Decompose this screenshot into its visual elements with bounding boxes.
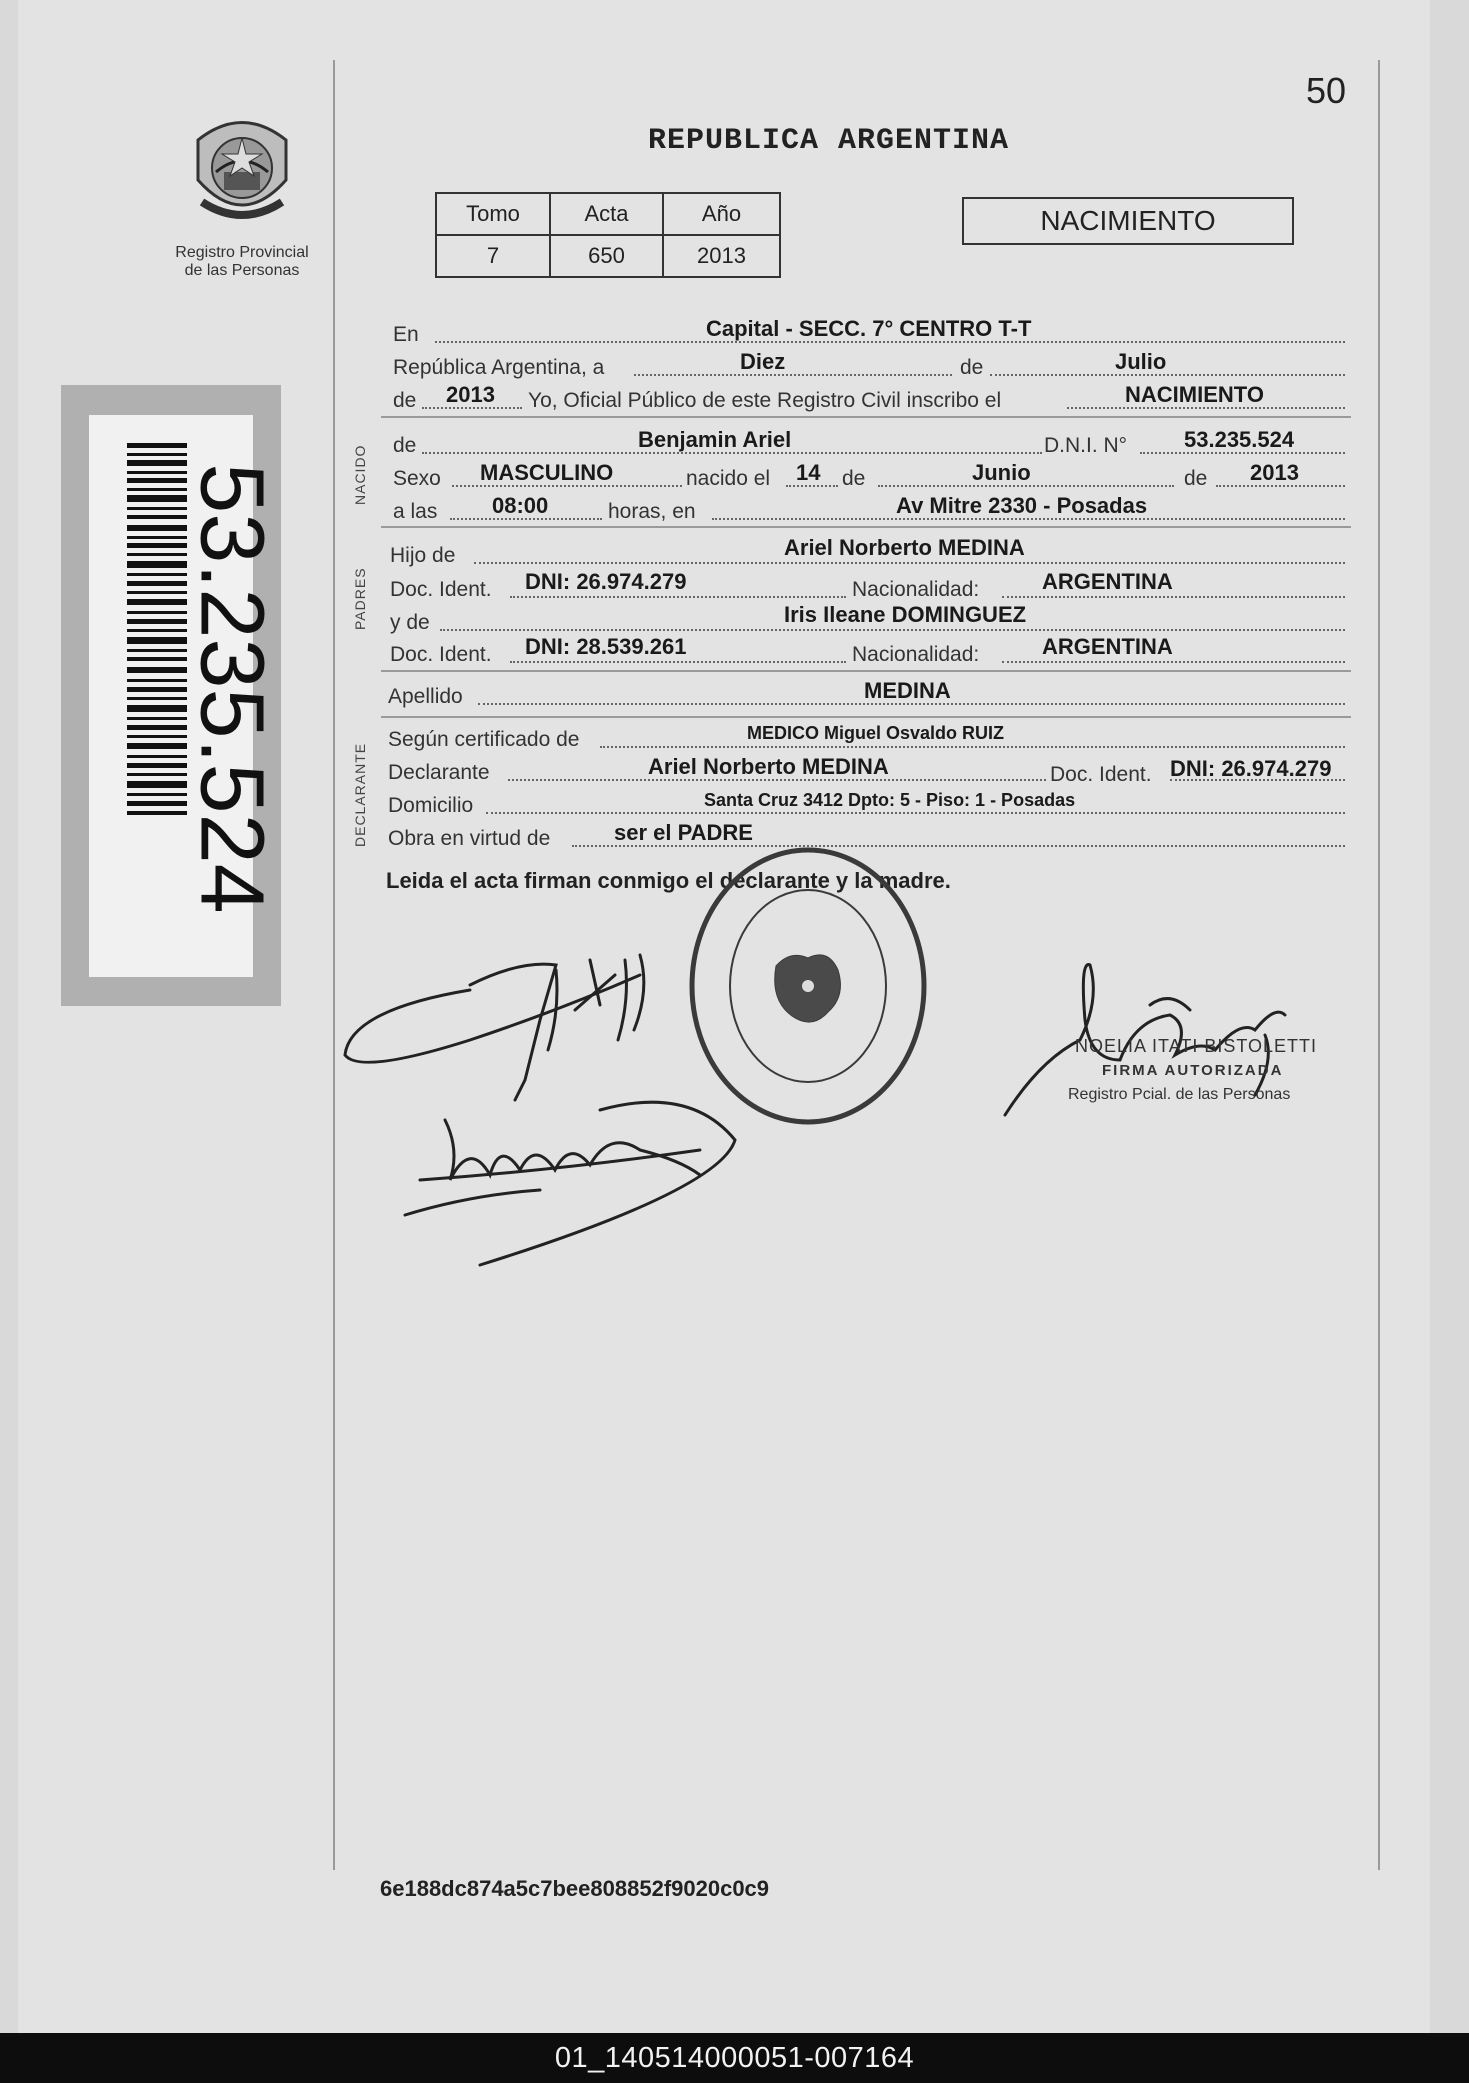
document-hash: 6e188dc874a5c7bee808852f9020c0c9 <box>380 1876 770 1901</box>
value-doc-madre: DNI: 28.539.261 <box>525 634 687 659</box>
document-sheet <box>18 0 1430 2033</box>
label-republica: República Argentina, a <box>393 356 605 379</box>
value-nac-mes: Junio <box>972 460 1031 485</box>
separator-padres <box>381 526 1351 528</box>
value-doc-declarante: DNI: 26.974.279 <box>1170 756 1332 781</box>
label-nacido-el: nacido el <box>686 467 771 490</box>
barcode-icon <box>127 443 187 823</box>
closing-statement: Leida el acta firman conmigo el declarante y la madre. <box>386 868 951 893</box>
dots-doc-madre <box>510 661 846 663</box>
logo-caption <box>150 244 334 280</box>
dots-mes <box>990 374 1345 376</box>
register-header-row <box>436 193 780 235</box>
label-domicilio: Domicilio <box>388 794 474 817</box>
label-doc-declarante: Doc. Ident. <box>1050 763 1152 786</box>
value-domicilio: Santa Cruz 3412 Dpto: 5 - Piso: 1 - Posadas <box>704 790 1076 810</box>
official-office: Registro Pcial. de las Personas <box>1068 1086 1291 1103</box>
label-apellido: Apellido <box>388 685 463 708</box>
dots-nacionalidad-madre <box>1002 661 1345 663</box>
value-certificado: MEDICO Miguel Osvaldo RUIZ <box>747 723 1005 743</box>
section-label-padres: PADRES <box>352 567 368 630</box>
section-label-nacido: NACIDO <box>352 444 368 505</box>
register-header-anio: Año <box>663 193 780 235</box>
register-table <box>435 192 781 278</box>
logo-caption-line1: Registro Provincial <box>175 244 309 261</box>
value-nacionalidad-padre: ARGENTINA <box>1042 569 1173 594</box>
register-anio-value: 2013 <box>663 235 780 277</box>
value-doc-padre: DNI: 26.974.279 <box>525 569 687 594</box>
footer-id-bar: 01_140514000051-007164 <box>0 2033 1469 2083</box>
register-tomo-value: 7 <box>436 235 550 277</box>
value-declarante: Ariel Norberto MEDINA <box>648 754 889 779</box>
label-doc-padre: Doc. Ident. <box>390 578 492 601</box>
label-sexo: Sexo <box>393 467 441 490</box>
separator-apellido <box>381 670 1351 672</box>
value-nac-anio: 2013 <box>1250 460 1299 485</box>
label-declarante: Declarante <box>388 761 490 784</box>
section-label-declarante: DECLARANTE <box>352 742 368 847</box>
label-nacionalidad-padre: Nacionalidad: <box>852 578 980 601</box>
register-value-row <box>436 235 780 277</box>
label-de-nac-mes: de <box>842 467 866 490</box>
value-obra: ser el PADRE <box>614 820 753 845</box>
label-de-anio: de <box>393 389 417 412</box>
label-nacionalidad-madre: Nacionalidad: <box>852 643 980 666</box>
value-nac-dia: 14 <box>796 460 821 485</box>
dots-doc-declarante <box>1170 779 1345 781</box>
id-barcode-strip <box>61 385 281 1006</box>
dots-madre <box>440 629 1345 631</box>
label-de-nac-anio: de <box>1184 467 1208 490</box>
value-hora: 08:00 <box>492 493 549 518</box>
label-oficial: Yo, Oficial Público de este Registro Civil inscribo el <box>528 389 1002 412</box>
value-nacionalidad-madre: ARGENTINA <box>1042 634 1173 659</box>
dots-certificado <box>600 746 1345 748</box>
label-de-nombre: de <box>393 434 417 457</box>
label-segun-certificado: Según certificado de <box>388 728 580 751</box>
label-dni: D.N.I. N° <box>1044 434 1128 457</box>
side-id-number: 53.235.524 <box>181 463 282 914</box>
act-type-box: NACIMIENTO <box>962 197 1294 245</box>
dots-dia <box>634 374 952 376</box>
value-madre: Iris Ileane DOMINGUEZ <box>784 602 1027 627</box>
register-header-acta: Acta <box>550 193 663 235</box>
value-anio: 2013 <box>446 382 495 407</box>
label-obra-en-virtud: Obra en virtud de <box>388 827 551 850</box>
value-apellido: MEDINA <box>864 678 951 703</box>
register-acta-value: 650 <box>550 235 663 277</box>
document-title: REPUBLICA ARGENTINA <box>648 124 1010 158</box>
value-inscribo: NACIMIENTO <box>1125 382 1264 407</box>
label-hijo-de: Hijo de <box>390 544 456 567</box>
dots-doc-padre <box>510 596 846 598</box>
value-lugar-nacimiento: Av Mitre 2330 - Posadas <box>896 493 1148 518</box>
logo-caption-line2: de las Personas <box>184 262 300 279</box>
right-margin-line <box>1378 60 1380 1870</box>
value-nombre: Benjamin Ariel <box>638 427 792 452</box>
province-seal-icon <box>188 110 296 230</box>
separator-nacido <box>381 416 1351 418</box>
register-header-tomo: Tomo <box>436 193 550 235</box>
label-doc-madre: Doc. Ident. <box>390 643 492 666</box>
label-de-mes: de <box>960 356 984 379</box>
dots-nacionalidad-padre <box>1002 596 1345 598</box>
value-padre: Ariel Norberto MEDINA <box>784 535 1025 560</box>
value-mes: Julio <box>1115 349 1167 374</box>
label-en: En <box>393 323 419 346</box>
left-margin-line <box>333 60 335 1870</box>
official-name: NOELIA ITATI BISTOLETTI <box>1075 1036 1318 1056</box>
dots-domicilio <box>486 812 1345 814</box>
value-dia: Diez <box>740 349 786 374</box>
dots-padre <box>474 562 1345 564</box>
official-role: FIRMA AUTORIZADA <box>1102 1062 1284 1079</box>
label-horas-en: horas, en <box>608 500 696 523</box>
value-lugar-inscripcion: Capital - SECC. 7° CENTRO T-T <box>706 316 1032 341</box>
separator-declarante <box>381 716 1351 718</box>
label-y-de: y de <box>390 611 430 634</box>
value-sexo: MASCULINO <box>480 460 614 485</box>
label-a-las: a las <box>393 500 438 523</box>
value-dni: 53.235.524 <box>1184 427 1295 452</box>
page-number: 50 <box>1306 70 1347 111</box>
